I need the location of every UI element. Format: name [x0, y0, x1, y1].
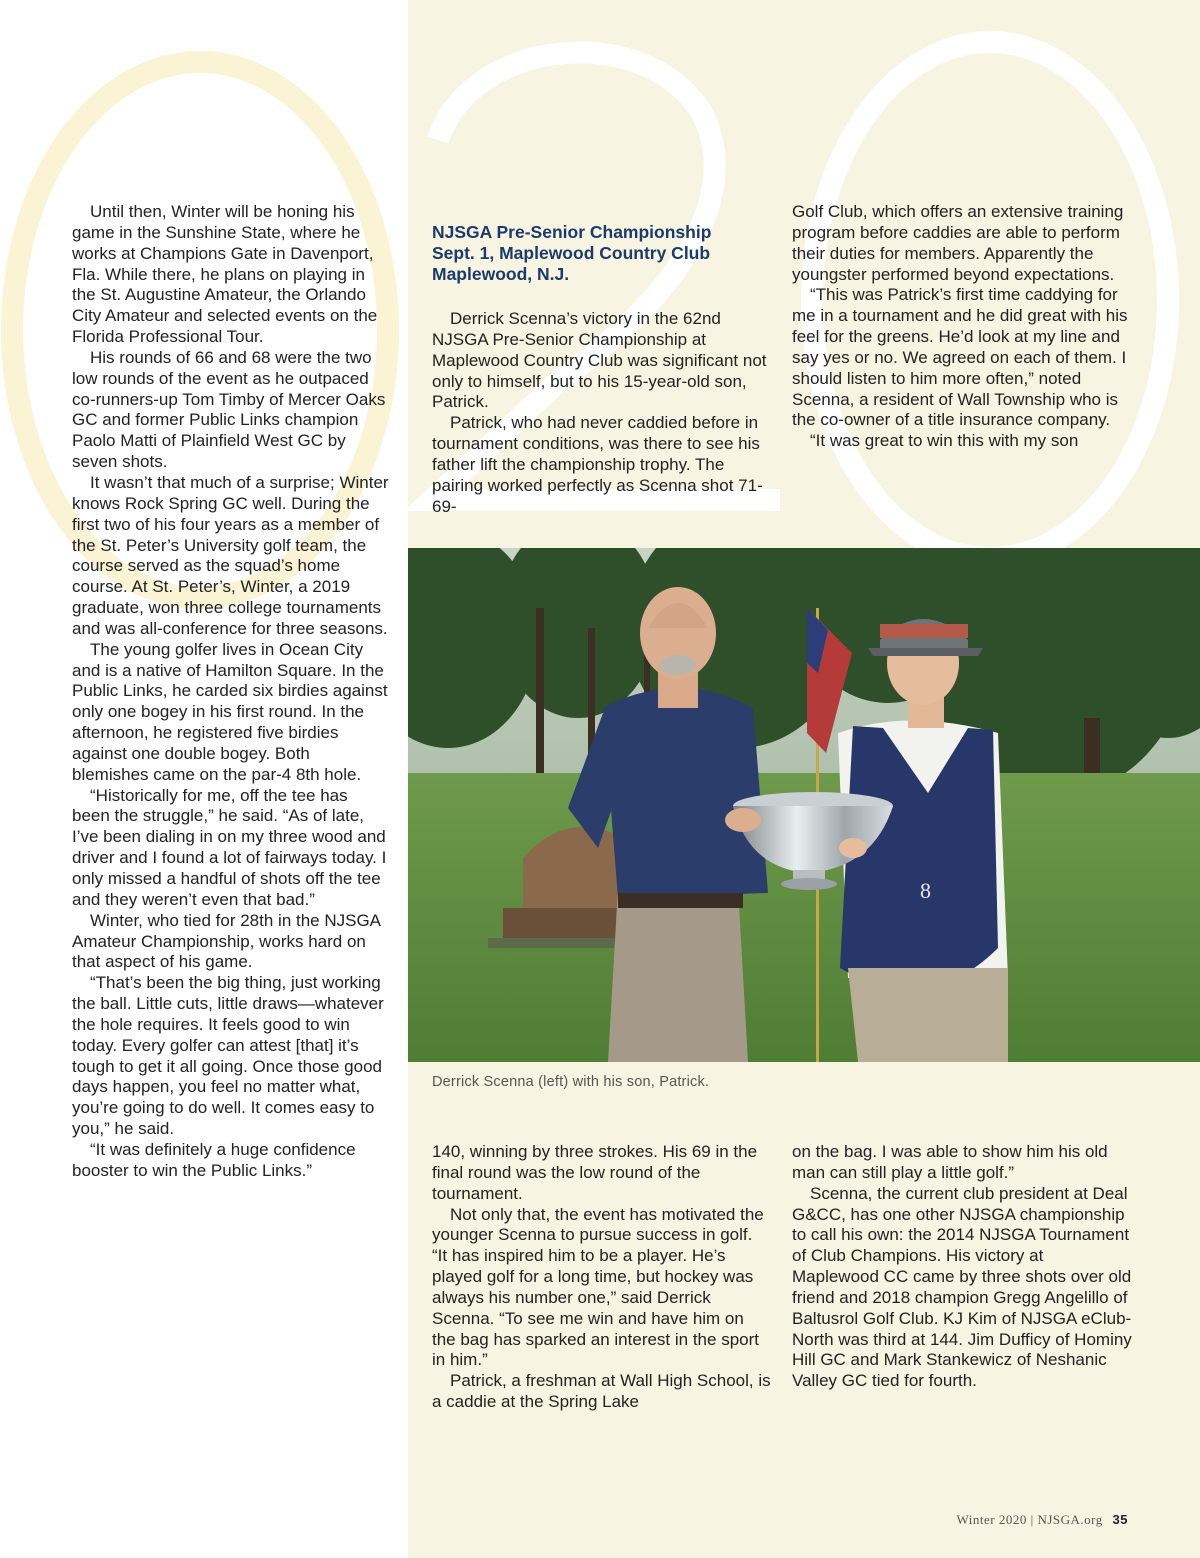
article-column-3-continued [792, 1142, 1132, 1392]
paragraph: Scenna, the current club president at Deal G&CC, has one other NJSGA championship to call his own: the 2014 NJSGA Tournament of Club Champions. His victory at Maplewood CC came by three shots over old friend and 2018 champion Gregg Angelillo of Baltusrol Golf Club. KJ Kim of NJSGA eClub-North was third at 144. Jim Dufficy of Hominy Hill GC and Mark Stankewicz of Neshanic Valley GC tied for fourth. [792, 1183, 1132, 1391]
article-column-3 [792, 202, 1132, 452]
championship-photo [408, 548, 1200, 1062]
article-column-2-continued [432, 1142, 772, 1413]
section-heading [432, 222, 772, 285]
paragraph: The young golfer lives in Ocean City and is a native of Hamilton Square. In the Public Links, he carded six birdies against only one bogey in his first round. In the afternoon, he registered five birdies against one double bogey. Both blemishes came on the par-4 8th hole. [72, 639, 388, 784]
paragraph: “Historically for me, off the tee has been the struggle,” he said. “As of late, I’ve been dialing in on my three wood and driver and I found a lot of fairways today. I only missed a handful of shots off the tee and they weren’t even that bad.” [72, 785, 387, 909]
article-column-2 [432, 222, 772, 517]
paragraph: on the bag. I was able to show him his old man can still play a little golf.” [792, 1142, 1108, 1182]
paragraph: “It was definitely a huge confidence booster to win the Public Links.” [72, 1139, 356, 1180]
paragraph: It wasn’t that much of a surprise; Winter knows Rock Spring GC well. During the first two of his four years as a member of the St. Peter’s University golf team, the course served as the squad’s home course. At St. Peter’s, Winter, a 2019 graduate, won three college tournaments and was all-conference for three seasons. [72, 472, 389, 638]
paragraph: “This was Patrick’s first time caddying for me in a tournament and he did great with his feel for the greens. He’d look at my line and say yes or no. We agreed on each of them. I should listen to him more often,” noted Scenna, a resident of Wall Township who is the co-owner of a title insurance company. [792, 285, 1128, 430]
bib-number: 8 [920, 878, 931, 903]
paragraph: Golf Club, which offers an extensive training program before caddies are able to perform their duties for members. Apparently the youngster performed beyond expectations. [792, 202, 1124, 284]
footer-issue: Winter 2020 [956, 1512, 1027, 1527]
footer-site: NJSGA.org [1037, 1512, 1103, 1527]
paragraph: Winter, who tied for 28th in the NJSGA Amateur Championship, works hard on that aspect of his game. [72, 910, 381, 972]
paragraph: Derrick Scenna’s victory in the 62nd NJSGA Pre-Senior Championship at Maplewood Country Club was significant not only to himself, but to his 15-year-old son, Patrick. [432, 309, 767, 412]
heading-line: Maplewood, N.J. [432, 264, 570, 284]
article-column-1 [72, 202, 390, 1182]
paragraph: “That’s been the big thing, just working the ball. Little cuts, little draws—whatever the hole requires. It feels good to win today. Every golfer can attest [that] it’s tough to get it all going. Once those good days happen, you feel no matter what, you’re going to do well. It comes easy to you,” he said. [72, 973, 384, 1139]
paragraph: His rounds of 66 and 68 were the two low rounds of the event as he outpaced co-runners-up Tom Timby of Mercer Oaks GC and former Public Links champion Paolo Matti of Plainfield West GC by seven shots. [72, 347, 386, 472]
page-footer [957, 1512, 1128, 1528]
paragraph: Until then, Winter will be honing his game in the Sunshine State, where he works at Champions Gate in Davenport, Fla. While there, he plans on playing in the St. Augustine Amateur, the Orlando City Amateur and selected events on the Florida Professional Tour. [72, 202, 378, 347]
paragraph: Patrick, who had never caddied before in tournament conditions, was there to see his father lift the championship trophy. The pairing worked perfectly as Scenna shot 71-69- [432, 413, 763, 516]
paragraph: “It was great to win this with my son [810, 431, 1079, 451]
heading-line: NJSGA Pre-Senior Championship [432, 222, 712, 242]
paragraph: Patrick, a freshman at Wall High School, is a caddie at the Spring Lake [432, 1371, 771, 1412]
photo-caption: Derrick Scenna (left) with his son, Patrick. [432, 1074, 710, 1090]
page-number: 35 [1112, 1512, 1128, 1527]
paragraph: 140, winning by three strokes. His 69 in the final round was the low round of the tournament. [432, 1142, 758, 1203]
footer-separator: | [1030, 1512, 1034, 1527]
heading-line: Sept. 1, Maplewood Country Club [432, 243, 711, 263]
paragraph: Not only that, the event has motivated the younger Scenna to pursue success in golf. “It has inspired him to be a player. He’s played golf for a long time, but hockey was always his number one,” said Derrick Scenna. “To see me win and have him on the bag has sparked an interest in the sport in him.” [432, 1204, 764, 1370]
